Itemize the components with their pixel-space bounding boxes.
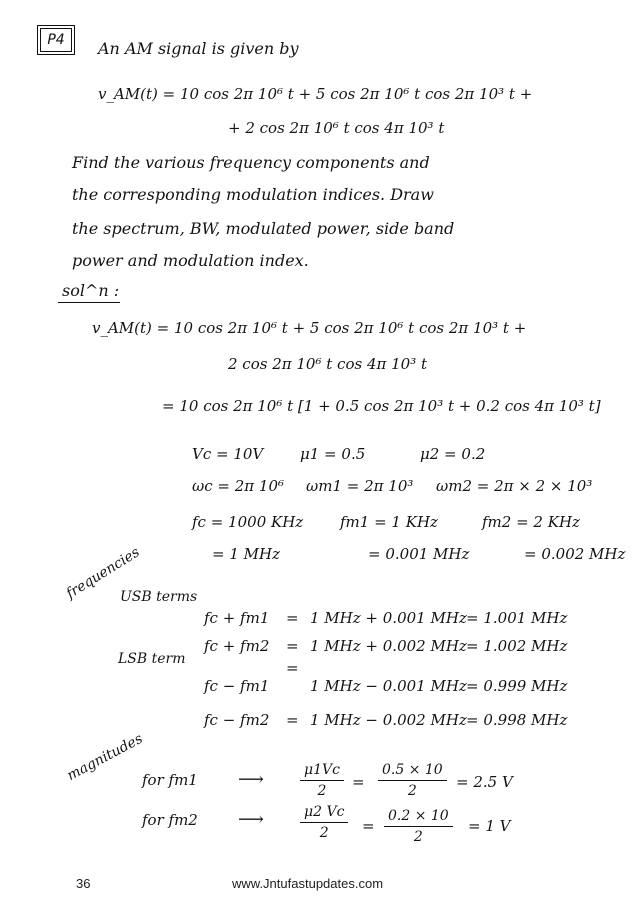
mag-row-2-den2: 2	[413, 829, 423, 845]
mag-row-1-num: μ1Vc	[300, 762, 344, 781]
freq-row-4-res: = 0.998 MHz	[466, 711, 568, 729]
problem-line-5: the corresponding modulation indices. Draw	[72, 185, 434, 204]
freq-row-3-res: = 0.999 MHz	[466, 677, 568, 695]
param-fm2-mhz: = 0.002 MHz	[524, 545, 626, 563]
param-wm2: ωm2 = 2π × 2 × 10³	[436, 477, 593, 495]
freq-row-1-lhs: fc + fm1	[204, 609, 270, 627]
heading-underline	[58, 302, 120, 303]
mag-row-2-num2: 0.2 × 10	[384, 808, 453, 827]
mag-row-2-arrow: ⟶	[238, 809, 264, 830]
param-vc: Vc = 10V	[192, 445, 264, 463]
freq-row-4-lhs: fc − fm2	[204, 711, 270, 729]
freq-row-4-expr: 1 MHz − 0.002 MHz	[310, 711, 467, 729]
footer-url: www.Jntufastupdates.com	[232, 876, 384, 891]
equation-line-3: = 10 cos 2π 10⁶ t [1 + 0.5 cos 2π 10³ t + 0.2 cos 4π 10³ t]	[162, 397, 601, 415]
mag-row-1-eq: =	[352, 773, 365, 791]
mag-row-2-num: μ2 Vc	[300, 804, 348, 823]
mag-row-1-den2: 2	[407, 783, 417, 799]
magnitudes-side-label: magnitudes	[64, 730, 146, 784]
problem-label: P4	[40, 28, 72, 52]
param-fm2: fm2 = 2 KHz	[482, 513, 580, 531]
problem-line-3: + 2 cos 2π 10⁶ t cos 4π 10³ t	[228, 119, 445, 137]
freq-row-2-res: = 1.002 MHz	[466, 637, 568, 655]
mag-row-1-res: = 2.5 V	[456, 773, 513, 791]
mag-row-2-frac-1	[300, 804, 348, 841]
mag-row-2-frac-2	[384, 808, 453, 845]
freq-row-2-lhs: fc + fm2	[204, 637, 270, 655]
mag-row-2-label: for fm2	[142, 811, 198, 829]
param-wm1: ωm1 = 2π 10³	[306, 477, 414, 495]
freq-row-3-lhs: fc − fm1	[204, 677, 270, 695]
freq-row-2-eq: =	[286, 637, 299, 655]
problem-line-2: v_AM(t) = 10 cos 2π 10⁶ t + 5 cos 2π 10⁶ t cos 2π 10³ t +	[98, 85, 533, 103]
param-wc: ωc = 2π 10⁶	[192, 477, 285, 495]
solution-heading: sol^n :	[62, 281, 120, 300]
mag-row-1-label: for fm1	[142, 771, 198, 789]
usb-label: USB terms	[120, 589, 198, 605]
lsb-label: LSB term	[118, 651, 186, 667]
freq-row-3-expr: 1 MHz − 0.001 MHz	[310, 677, 467, 695]
problem-line-7: power and modulation index.	[72, 251, 309, 270]
frequencies-side-label: frequencies	[63, 544, 143, 602]
param-fm1: fm1 = 1 KHz	[340, 513, 438, 531]
mag-row-1-arrow: ⟶	[238, 769, 264, 790]
mag-row-2-res: = 1 V	[468, 817, 511, 835]
mag-row-1-frac-1	[300, 762, 344, 799]
freq-row-1-expr: 1 MHz + 0.001 MHz	[310, 609, 467, 627]
param-fm1-mhz: = 0.001 MHz	[368, 545, 470, 563]
problem-line-1: An AM signal is given by	[98, 39, 299, 58]
equation-line-2: 2 cos 2π 10⁶ t cos 4π 10³ t	[228, 355, 428, 373]
freq-extra-eq: =	[286, 659, 299, 677]
param-mu1: μ1 = 0.5	[300, 445, 366, 463]
mag-row-2-den: 2	[319, 825, 329, 841]
mag-row-1-num2: 0.5 × 10	[378, 762, 447, 781]
page-number: 36	[76, 876, 91, 891]
problem-line-6: the spectrum, BW, modulated power, side band	[72, 219, 455, 238]
equation-line-1: v_AM(t) = 10 cos 2π 10⁶ t + 5 cos 2π 10⁶ t cos 2π 10³ t +	[92, 319, 527, 337]
param-fc-mhz: = 1 MHz	[212, 545, 280, 563]
mag-row-1-frac-2	[378, 762, 447, 799]
param-fc: fc = 1000 KHz	[192, 513, 304, 531]
freq-row-4-eq: =	[286, 711, 299, 729]
mag-row-2-eq: =	[362, 817, 375, 835]
freq-row-1-eq: =	[286, 609, 299, 627]
problem-line-4: Find the various frequency components and	[72, 153, 430, 172]
mag-row-1-den: 2	[317, 783, 327, 799]
freq-row-1-res: = 1.001 MHz	[466, 609, 568, 627]
param-mu2: μ2 = 0.2	[420, 445, 486, 463]
freq-row-2-expr: 1 MHz + 0.002 MHz	[310, 637, 467, 655]
